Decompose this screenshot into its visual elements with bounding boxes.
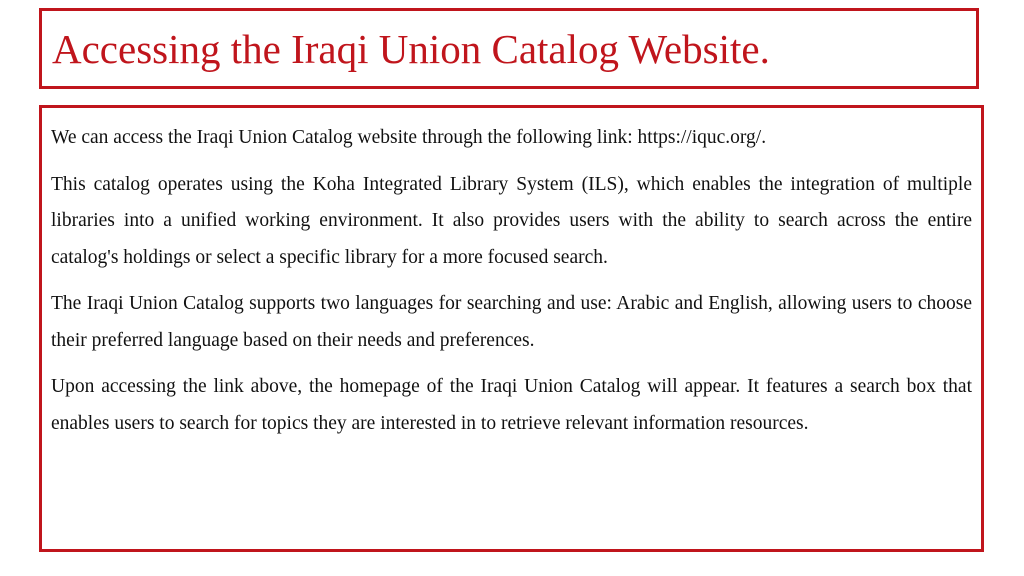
content-box bbox=[39, 105, 984, 552]
paragraph-languages: The Iraqi Union Catalog supports two languages for searching and use: Arabic and English, allowing users to choose their preferred language based on their needs and preferences. bbox=[51, 293, 972, 351]
slide-title: Accessing the Iraqi Union Catalog Website. bbox=[52, 26, 770, 72]
paragraph-access-link: We can access the Iraqi Union Catalog website through the following link: https://iquc.org/. bbox=[51, 127, 767, 148]
paragraph-homepage: Upon accessing the link above, the homepage of the Iraqi Union Catalog will appear. It features a search box that enables users to search for topics they are interested in to retrieve relevant information resources. bbox=[51, 376, 972, 434]
title-box bbox=[39, 8, 979, 89]
paragraph-koha-ils: This catalog operates using the Koha Integrated Library System (ILS), which enables the integration of multiple libraries into a unified working environment. It also provides users with the ability to search across the entire catalog's holdings or select a specific library for a more focused search. bbox=[51, 173, 972, 268]
